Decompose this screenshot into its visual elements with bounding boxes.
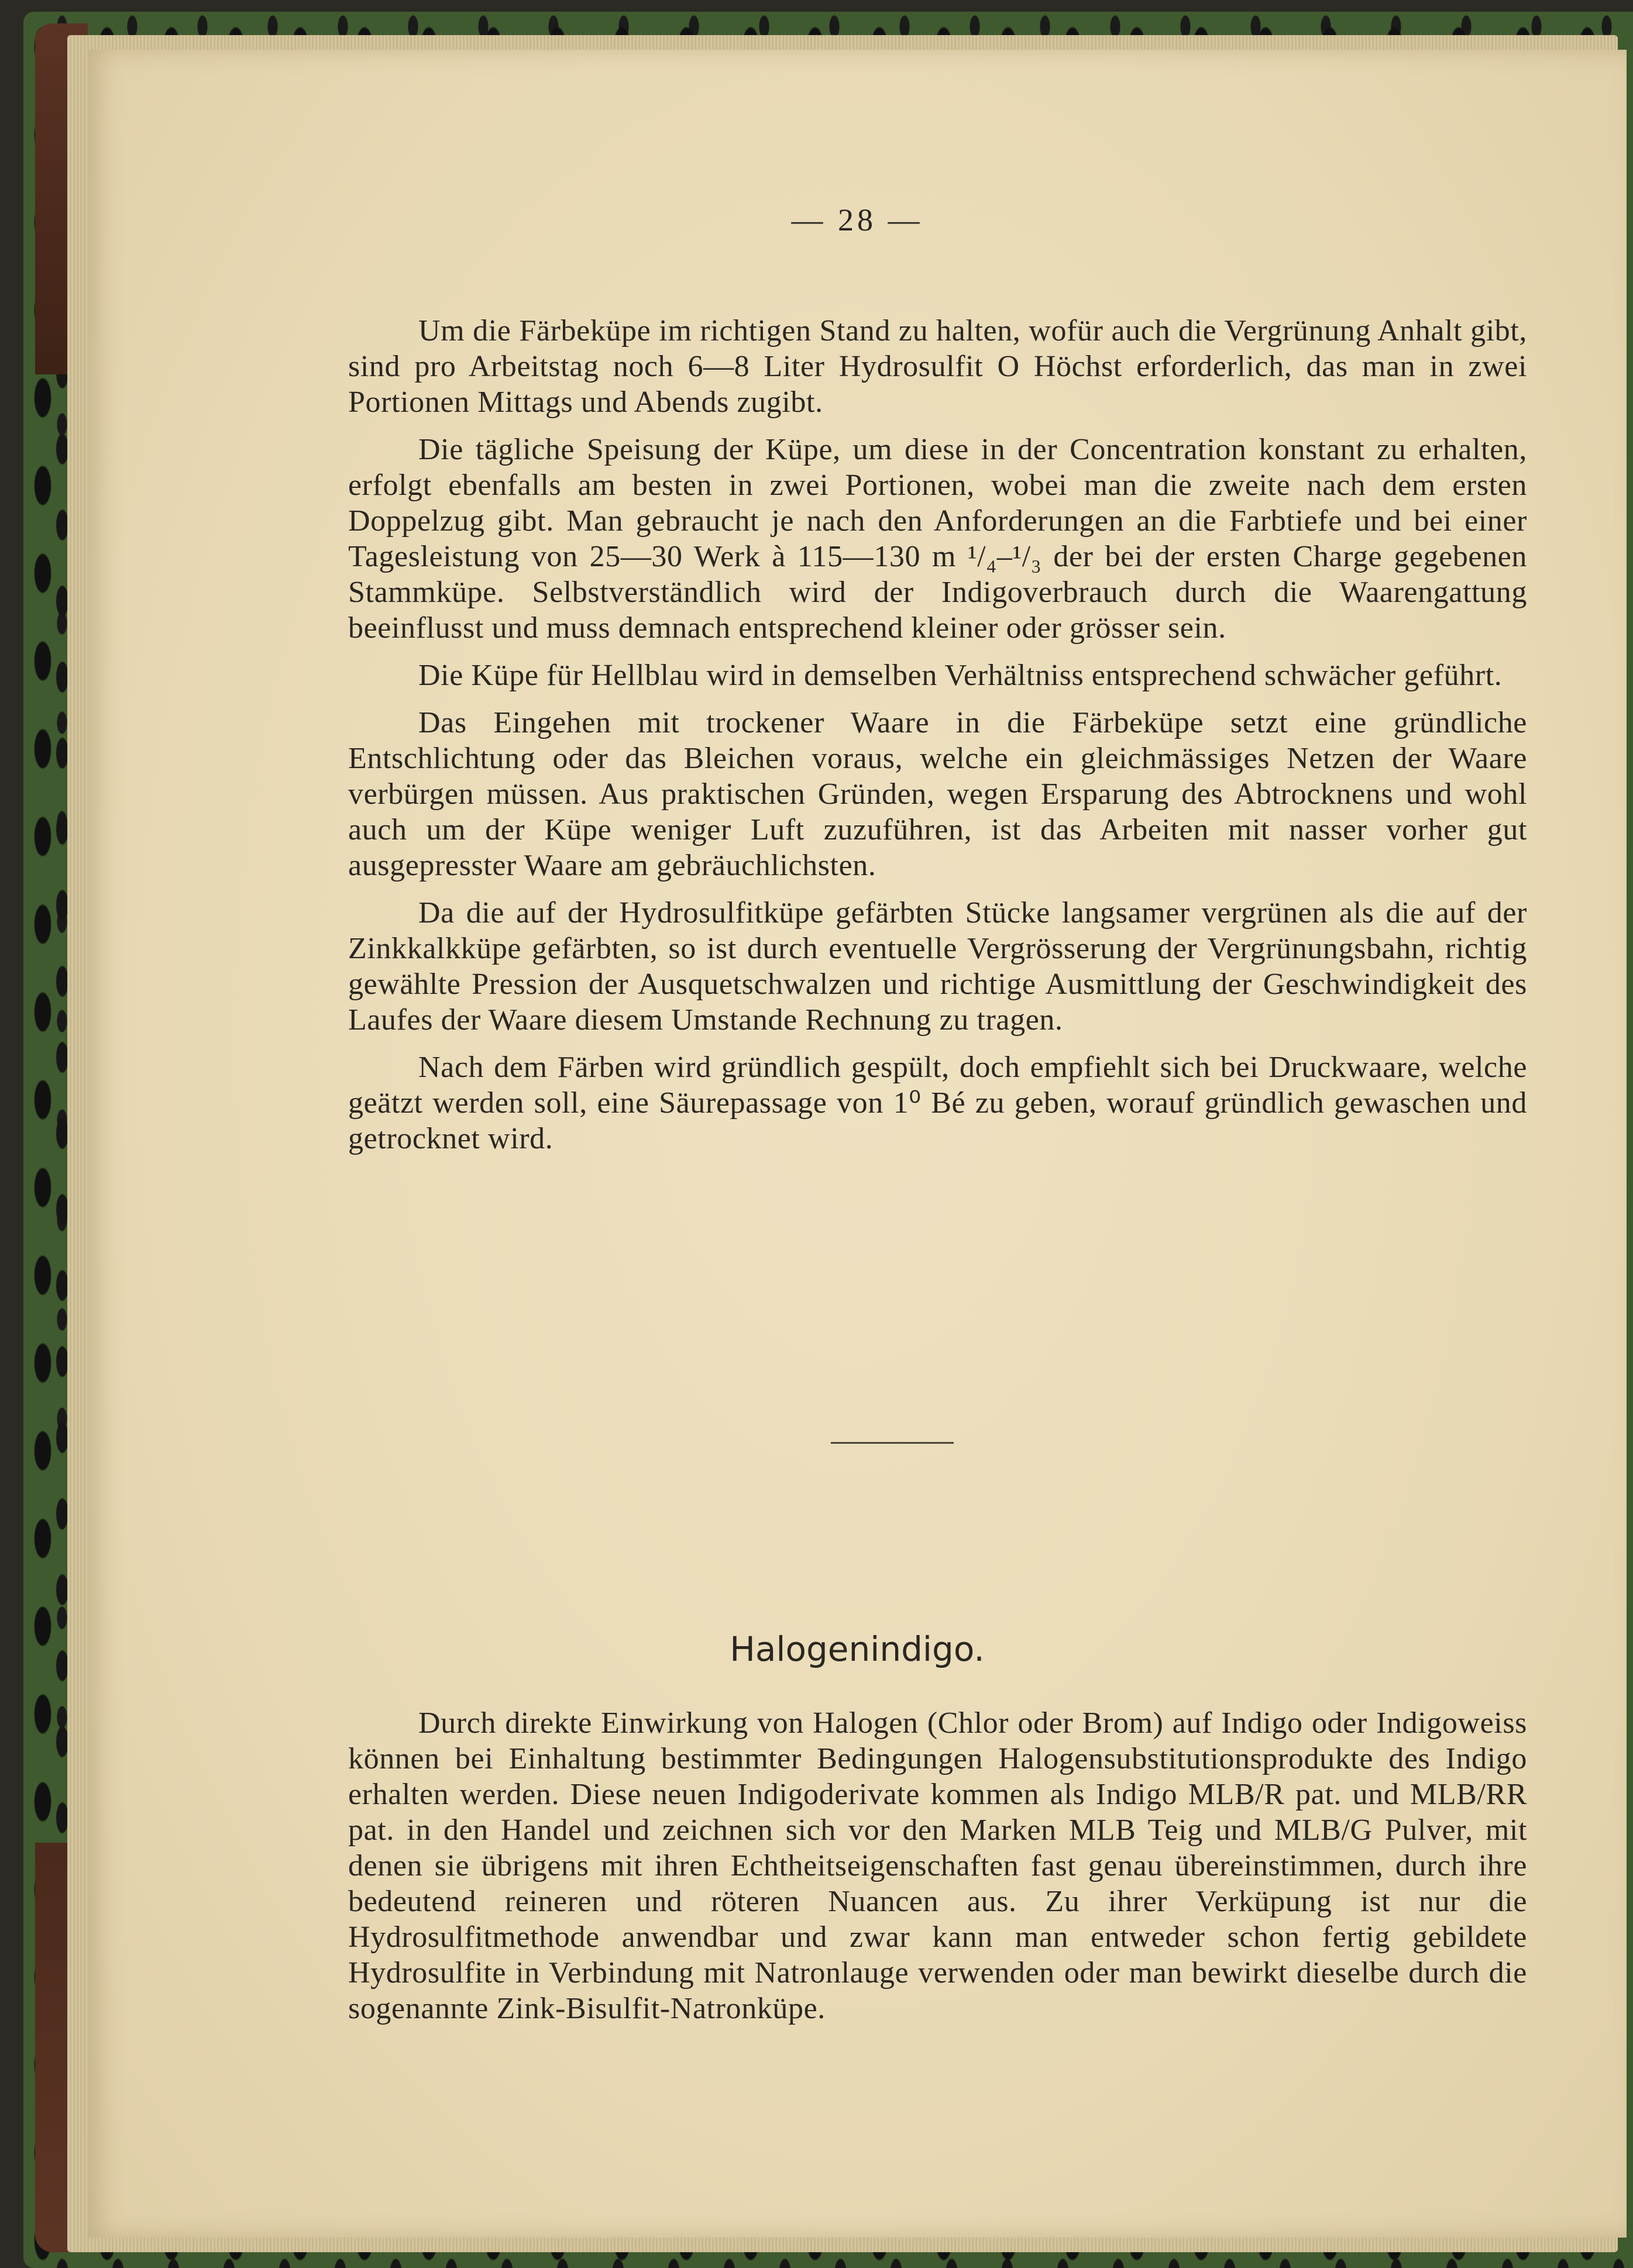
- section-body: [348, 1705, 1527, 2038]
- body-text: [348, 313, 1527, 1168]
- paragraph: Das Eingehen mit trockener Waare in die Färbeküpe setzt eine gründliche Entschlichtung oder das Bleichen voraus, welche ein gleichmässiges Netzen der Waare verbürgen müssen. Aus praktischen Gründen, wegen Ersparung des Abtrocknens und wohl auch um der Küpe weniger Luft zuzuführen, ist das Arbeiten mit nasser vorher gut ausgepresster Waare am gebräuchlichsten.: [348, 706, 1527, 882]
- paragraph: Um die Färbeküpe im richtigen Stand zu halten, wofür auch die Vergrünung Anhalt gibt, sind pro Arbeitstag noch 6—8 Liter Hydrosulfit O Höchst erforderlich, das man in zwei Portionen Mittags und Abends zugibt.: [348, 314, 1527, 419]
- section-heading: Halogenindigo.: [730, 1629, 985, 1669]
- paragraph: Da die auf der Hydrosulfitküpe gefärbten Stücke langsamer vergrünen als die auf der Zinkkalkküpe gefärbten, so ist durch eventuelle Vergrösserung der Vergrünungsbahn, richtig gewählte Pression der Ausquetschwalzen und richtige Ausmittlung der Geschwindigkeit des Laufes der Waare diesem Umstande Rechnung zu tragen.: [348, 896, 1527, 1037]
- page-number: — 28 —: [791, 202, 923, 238]
- section-divider: [831, 1442, 954, 1444]
- paragraph: Durch direkte Einwirkung von Halogen (Chlor oder Brom) auf Indigo oder Indigoweiss können bei Einhaltung bestimmter Bedingungen Halogensubstitutionsprodukte des Indigo erhalten werden. Diese neuen Indigoderivate kommen als Indigo MLB/R pat. und MLB/RR pat. in den Handel und zeichnen sich vor den Marken MLB Teig und MLB/G Pulver, mit denen sie übrigens mit ihren Echtheitseigenschaften fast genau übereinstimmen, durch ihre bedeutend reineren und röteren Nuancen aus. Zu ihrer Verküpung ist nur die Hydrosulfitmethode anwendbar und zwar kann man entweder schon fertig gebildete Hydrosulfite in Verbindung mit Natronlauge verwenden oder man bewirkt dieselbe durch die sogenannte Zink-Bisulfit-Natronküpe.: [348, 1706, 1527, 2025]
- paragraph: Nach dem Färben wird gründlich gespült, doch empfiehlt sich bei Druckwaare, welche geätzt werden soll, eine Säurepassage von 1⁰ Bé zu geben, worauf gründlich gewaschen und getrocknet wird.: [348, 1051, 1527, 1155]
- paragraph: Die Küpe für Hellblau wird in demselben Verhältniss entsprechend schwächer geführt.: [418, 659, 1503, 692]
- paragraph: Die tägliche Speisung der Küpe, um diese in der Concentration konstant zu erhalten, erfolgt ebenfalls am besten in zwei Portionen, wobei man die zweite nach dem ersten Doppelzug gibt. Man gebraucht je nach den Anforderungen an die Farbtiefe und bei einer Tagesleistung von 25—30 Werk à 115—130 m ¹/₄–¹/₃ der bei der ersten Charge gegebenen Stammküpe. Selbstverständlich wird der Indigoverbrauch durch die Waarengattung beeinflusst und muss demnach entsprechend kleiner oder grösser sein.: [348, 433, 1527, 645]
- book-page: [88, 50, 1627, 2238]
